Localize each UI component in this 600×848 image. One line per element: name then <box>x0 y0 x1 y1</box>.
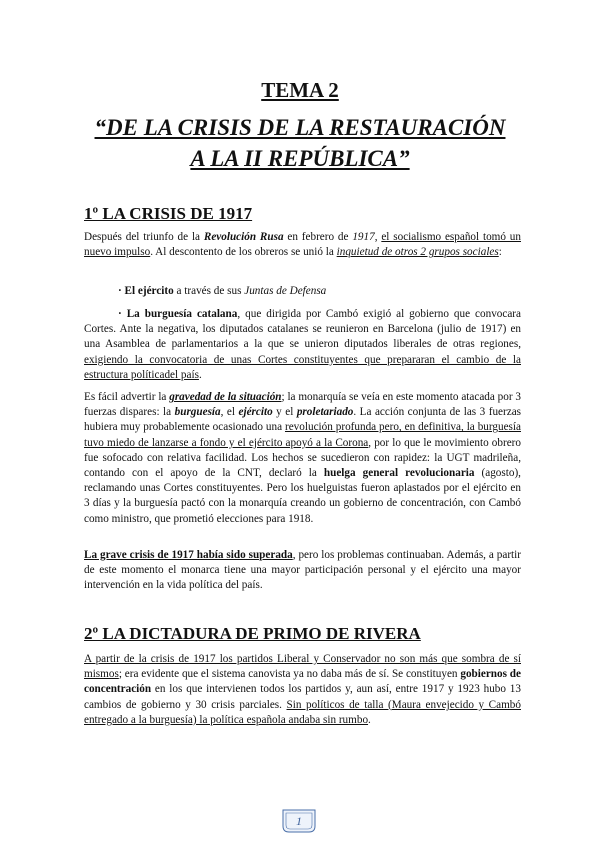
page-number-badge <box>281 808 317 834</box>
page-number: 1 <box>296 814 302 828</box>
document-title-line2: A LA II REPÚBLICA” <box>190 146 410 171</box>
section1-paragraph3: La grave crisis de 1917 había sido superada, pero los problemas continuaban. Además, a partir de este momento el monarca tiene una mayor participación personal y el ejército una mayor intervención en la vida política del país. <box>84 549 521 592</box>
section2-paragraph1: A partir de la crisis de 1917 los partidos Liberal y Conservador no son más que sombra de sí mismos; era evidente que el sistema canovista ya no daba más de sí. Se constituyen gobiernos de concentración en los que intervienen todos los partidos y, aun así, entre 1917 y 1923 hubo 13 cambios de gobierno y 30 crisis parciales. Sin políticos de talla (Maura envejecido y Cambó entregado a la burguesía) la política española andaba sin rumbo. <box>84 653 521 726</box>
section1-paragraph1: Después del triunfo de la Revolución Rusa en febrero de 1917, el socialismo español tomó un nuevo impulso. Al descontento de los obreros se unió la inquietud de otros 2 grupos sociales: <box>84 231 521 259</box>
section2-heading: 2º LA DICTADURA DE PRIMO DE RIVERA <box>84 624 421 643</box>
document-title-line1: “DE LA CRISIS DE LA RESTAURACIÓN <box>94 115 506 140</box>
section1-bullet-ejercito: · El ejército a través de sus Juntas de Defensa <box>118 285 327 297</box>
section1-bullet-burguesia: · La burguesía catalana, que dirigida por Cambó exigió al gobierno que convocara Cortes. Ante la negativa, los diputados catalanes se reunieron en Barcelona (julio de 1917) en una Asamblea de parlamentarios a la que se unieron diputados liberales de otras regiones, exigiendo la convocatoria de unas Cortes constituyentes que prepararan el cambio de la estructura políticadel país. <box>84 308 521 381</box>
tema-heading: TEMA 2 <box>261 78 339 102</box>
section1-paragraph2: Es fácil advertir la gravedad de la situación; la monarquía se veía en este momento atacada por 3 fuerzas dispares: la burguesía, el ejército y el proletariado. La acción conjunta de las 3 fuerzas hubiera muy probablemente ocasionado una revolución profunda pero, en definitiva, la burguesía tuvo miedo de lanzarse a fondo y el ejército apoyó a la Corona, por lo que le movimiento obrero fue sofocado con relativa facilidad. Los hechos se sucedieron con rapidez: la UGT madrileña, contando con el apoyo de la CNT, declaró la huelga general revolucionaria (agosto), reclamando unas Cortes constituyentes. Pero los huelguistas fueron aplastados por el ejército en 3 días y la burguesía pactó con la monarquía creando un gobierno de concentración, con Cambó como ministro, que prometió elecciones para 1918. <box>84 391 522 525</box>
document-title <box>0 112 600 174</box>
section1-heading: 1º LA CRISIS DE 1917 <box>84 204 253 223</box>
